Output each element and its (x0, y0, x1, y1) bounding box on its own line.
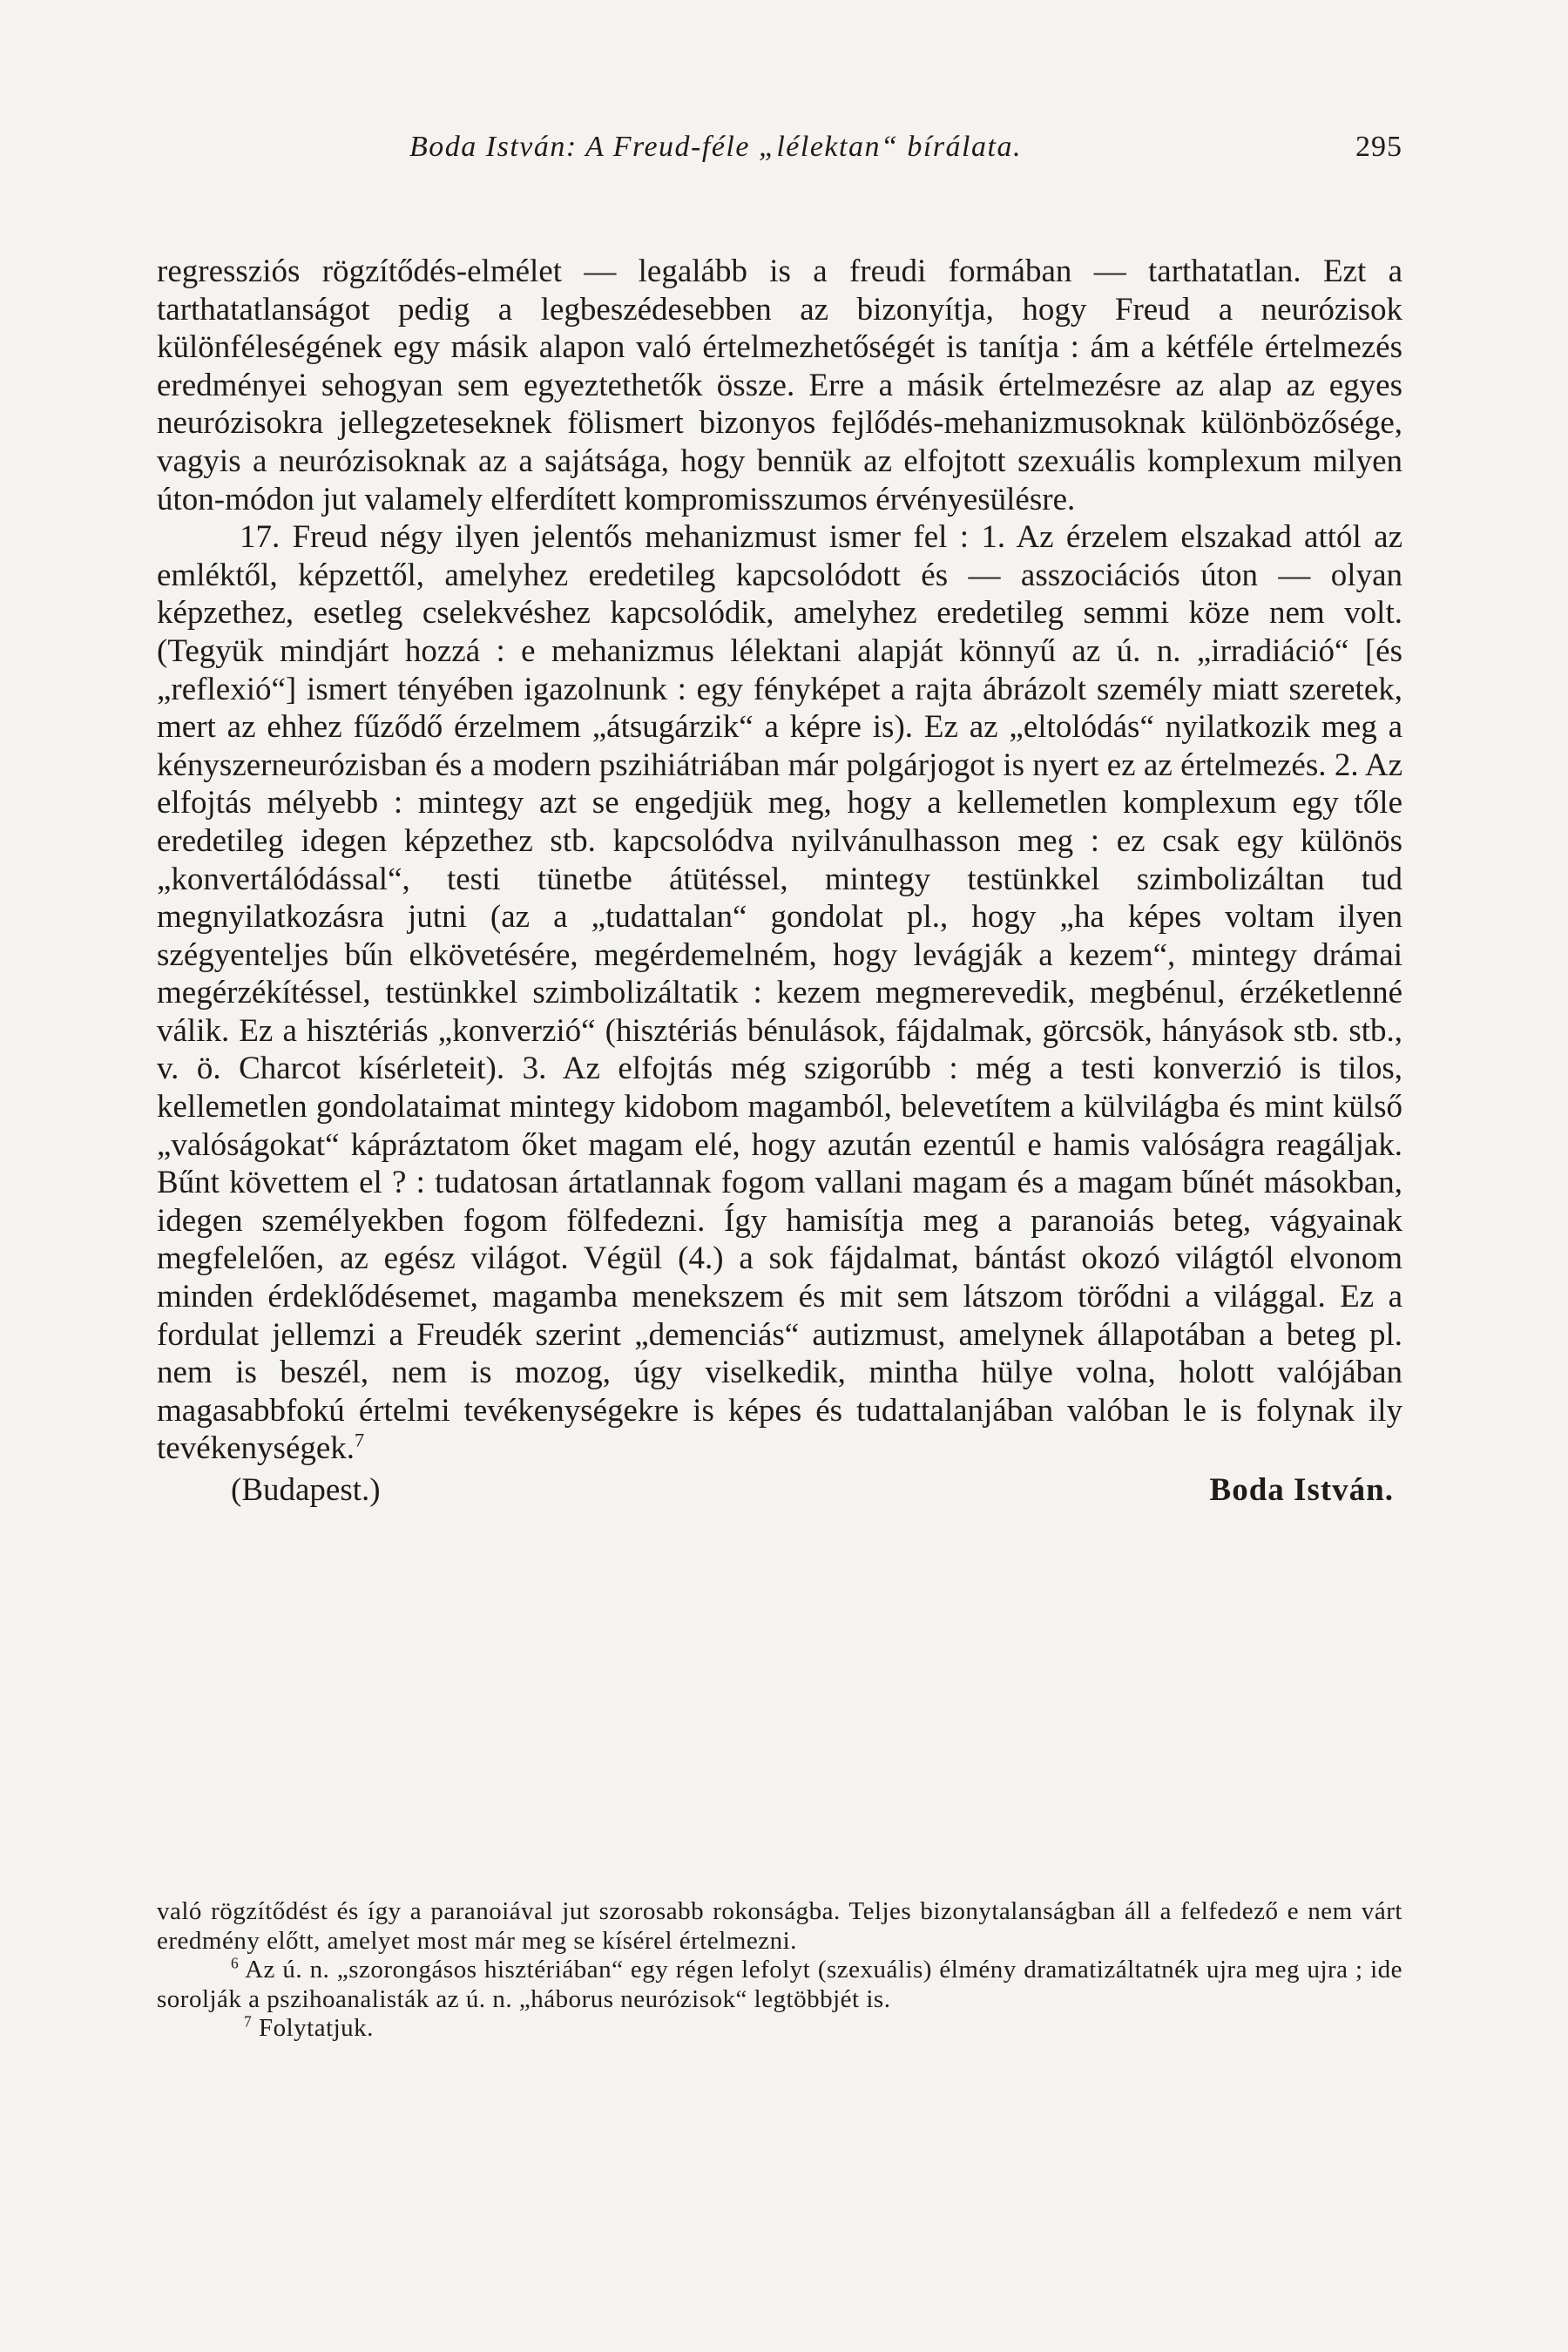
footnote-6: $^6$ Az ú. n. „szorongásos hisztériában“ egy régen lefolyt (szexuális) élmény dramatizáltatnék ujra meg ujra ; ide sorolják a pszihoanalisták az ú. n. „háborus neurózisok“ legtöbbjét is. (157, 1954, 1402, 2013)
footnotes (157, 1897, 1402, 2044)
footnote-ref-7: 7 (355, 1429, 365, 1452)
footnote-7: $^7$ Folytatjuk. (244, 2012, 374, 2042)
footnote-7-marker: 7 (244, 2012, 253, 2031)
running-title: Boda István: A Freud-féle „lélektan“ bírálata. (409, 131, 1022, 163)
paragraph-section-17: 17. Freud négy ilyen jelentős mehanizmust ismer fel : 1. Az érzelem elszakad attól az emléktől, képzettől, amelyhez eredetileg kapcsolódott és — asszociációs úton — olyan képzethez, esetleg cselekvéshez kapcsolódik, amelyhez eredetileg semmi köze nem volt. (Tegyük mindjárt hozzá : e mehanizmus lélektani alapját könnyű az ú. n. „irradiáció“ [és „reflexió“] ismert tényében igazolnunk : egy fényképet a rajta ábrázolt személy miatt szeretek, mert az ehhez fűződő érzelmem „átsugárzik“ a képre is). Ez az „eltolódás“ nyilatkozik meg a kényszerneurózisban és a modern pszihiátriában már polgárjogot is nyert ez az értelmezés. 2. Az elfojtás mélyebb : mintegy azt se engedjük meg, hogy a kellemetlen komplexum egy tőle eredetileg idegen képzethez stb. kapcsolódva nyilvánulhasson meg : ez csak egy különös „konvertálódással“, testi tünetbe átütéssel, mintegy testünkkel szimbolizáltan tud megnyilatkozásra jutni (az a „tudattalan“ gondolat pl., hogy „ha képes voltam ilyen szégyenteljes bűn elkövetésére, megérdemelném, hogy levágják a kezem“, mintegy drámai megérzékítéssel, testünkkel szimbolizáltatik : kezem megmerevedik, megbénul, érzéketlenné válik. Ez a hisztériás „konverzió“ (hisztériás bénulások, fájdalmak, görcsök, hányások stb. stb., v. ö. Charcot kísérleteit). 3. Az elfojtás még szigorúbb : még a testi konverzió is tilos, kellemetlen gondolataimat mintegy kidobom magamból, belevetítem a külvilágba és mint külső „valóságokat“ kápráztatom őket magam elé, hogy azután ezentúl e hamis valóságra reagáljak. Bűnt követtem el ? : tudatosan ártatlannak fogom vallani magam és a magam bűnét másokban, idegen személyekben fogom fölfedezni. Így hamisítja meg a paranoiás beteg, vágyainak megfelelően, az egész világot. Végül (4.) a sok fájdalmat, bántást okozó világtól elvonom minden érdeklődésemet, magamba menekszem és mit sem látszom törődni a világgal. Ez a fordulat jellemzi a Freudék szerint „demenciás“ autizmust, amelynek állapotában a beteg pl. nem is beszél, nem is mozog, úgy viselkedik, mintha hülye volna, holott valójában magasabbfokú értelmi tevékenységekre is képes és tudattalanjában valóban le is folynak ily tevékenységek.$^7$ (157, 519, 1402, 1467)
signature-author: Boda István. (1209, 1472, 1394, 1508)
article-body (157, 253, 1402, 1511)
footnote-continuation: való rögzítődést és így a paranoiával jut szorosabb rokonságba. Teljes bizonytalanságban áll a felfedező e nem várt eredmény előtt, amelyet most már meg se kísérel értelmezni. (157, 1897, 1402, 1955)
running-head (157, 131, 1402, 183)
page-number: 295 (1355, 131, 1402, 163)
signature-place: (Budapest.) (231, 1472, 381, 1508)
signature (157, 1471, 1402, 1511)
paragraph-continuation: regressziós rögzítődés-elmélet — legalább is a freudi formában — tarthatatlan. Ezt a tarthatatlanságot pedig a legbeszédesebben az bizonyítja, hogy Freud a neurózisok különféleségének egy másik alapon való értelmezhetőségét is tanítja : ám a kétféle értelmezés eredményei sehogyan sem egyeztethetők össze. Erre a másik értelmezésre az alap az egyes neurózisokra jellegzeteseknek fölismert bizonyos fejlődés-mehanizmusoknak különbözősége, vagyis a neurózisoknak az a sajátsága, hogy bennük az elfojtott szexuális komplexum milyen úton-módon jut valamely elferdített kompromisszumos érvényesülésre. (157, 253, 1402, 517)
footnote-6-marker: 6 (231, 1954, 240, 1972)
